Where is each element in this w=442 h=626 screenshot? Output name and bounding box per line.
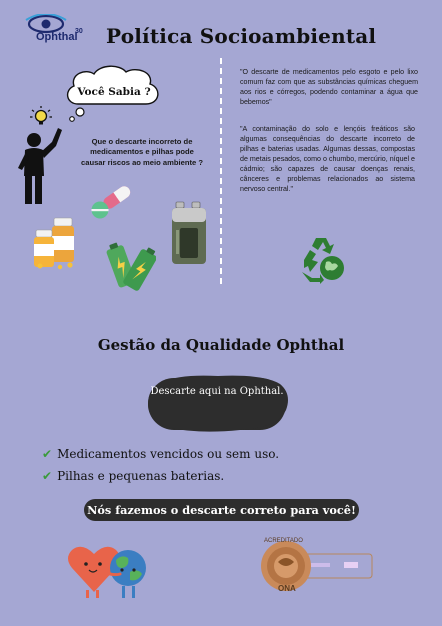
dropoff-callout-shape (140, 372, 294, 436)
checkmark-icon: ✔ (42, 469, 53, 483)
page-title: Política Socioambiental (106, 24, 377, 48)
section-title-quality: Gestão da Qualidade Ophthal (97, 336, 345, 354)
check-item-medicines: ✔ Medicamentos vencidos ou sem uso. (42, 447, 280, 461)
check-item-batteries: ✔ Pilhas e pequenas baterias. (42, 469, 225, 483)
quote-medicines: "O descarte de medicamentos pelo esgoto e pelo lixo comum faz com que as substâncias químicas cheguem aos rios e córregos, podendo contaminar a água que bebemos" (240, 68, 418, 107)
dropoff-text: Descarte aqui na Ophthal. (150, 386, 284, 397)
thinking-person-icon (14, 106, 70, 206)
awareness-question: Que o descarte incorreto de medicamentos e pilhas pode causar riscos ao meio ambiente ? (81, 137, 203, 167)
ona-label: ONA (278, 584, 296, 593)
recycle-globe-icon (298, 232, 350, 284)
quote-batteries: "A contaminação do solo e lençóis freáticos são algumas consequências do descarte incorreto de pilhas e baterias usadas. Algumas dessas, compostas de metais pesados, como o chumbo, mercúrio, níquel e cádmio; são capazes de causar doenças renais, cânceres e problemas relacionados ao sistema nervoso central." (240, 125, 415, 194)
column-divider (220, 58, 222, 284)
heart-earth-hug-icon (64, 536, 156, 598)
you-know-bubble: Você Sabia ? (77, 86, 151, 98)
logo-anniversary: 30 (75, 28, 83, 35)
medicine-bottles-icon (30, 214, 82, 272)
battery-icon (170, 200, 210, 266)
disposal-banner: Nós fazemos o descarte correto para você! (84, 499, 359, 521)
checkmark-icon: ✔ (42, 447, 53, 461)
logo-brand: Ophthal (36, 31, 78, 43)
aa-batteries-icon (104, 238, 156, 296)
accredited-label: ACREDITADO (264, 538, 303, 544)
ona-accreditation-seal (256, 536, 378, 598)
capsules-icon (88, 186, 134, 220)
